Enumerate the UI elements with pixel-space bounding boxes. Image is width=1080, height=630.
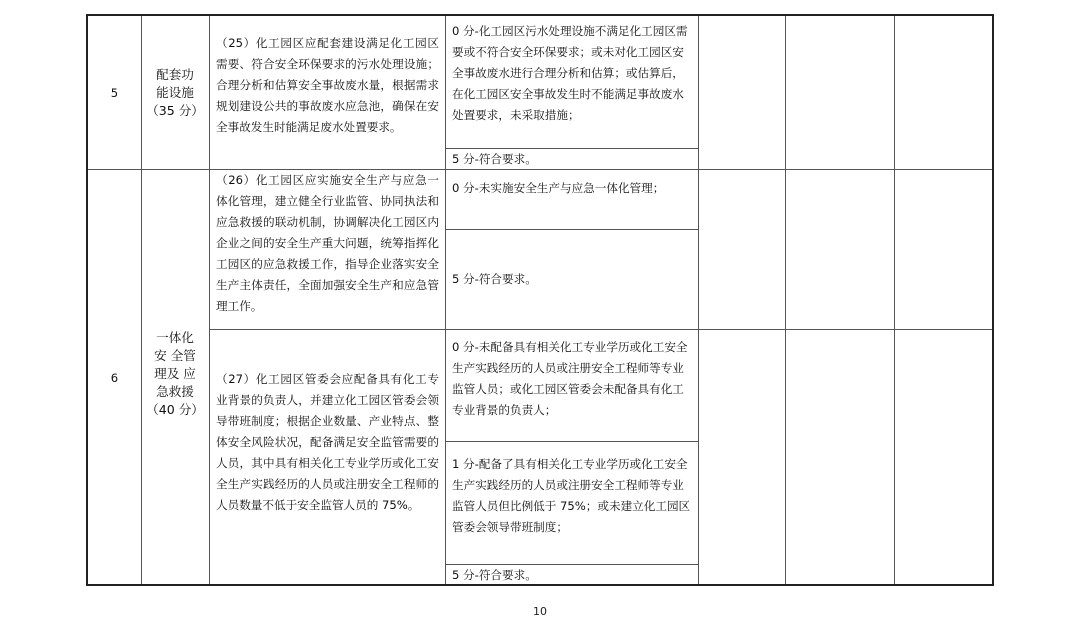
row-number: 6 xyxy=(110,371,119,385)
category-line: 急救援 xyxy=(156,384,194,399)
row-number: 5 xyxy=(110,86,119,100)
row-divider xyxy=(209,329,992,330)
criteria-cell: 1 分-配备了具有相关化工专业学历或化工安全生产实践经历的人员或注册安全工程师等专业监管人员但比例低于 75%；或未建立化工园区管委会领导带班制度； xyxy=(452,457,691,534)
category-line: 一体化 xyxy=(156,330,194,345)
category-line: 安 全管 xyxy=(154,348,196,363)
column-divider xyxy=(785,16,786,584)
category-line: （40 分） xyxy=(146,402,204,417)
category-cell xyxy=(141,329,209,419)
category-line: 理及 应 xyxy=(154,366,196,381)
requirement-cell: （27）化工园区管委会应配备具有化工专业背景的负责人，并建立化工园区管委会领导带班制度；根据企业数量、产业特点、整体安全风险状况，配备满足安全监管需要的人员，其中具有相关化工专业学历或化工安全生产实践经历的人员或注册安全工程师的人员数量不低于安全监管人员的 75%。 xyxy=(216,372,439,512)
criteria-cell: 5 分-符合要求。 xyxy=(452,272,537,286)
criteria-cell: 5 分-符合要求。 xyxy=(452,568,537,582)
requirement-cell: （25）化工园区应配套建设满足化工园区需要、符合安全环保要求的污水处理设施；合理分析和估算安全事故废水量，根据需求规划建设公共的事故废水应急池，确保在安全事故发生时能满足废水处置要求。 xyxy=(216,36,439,134)
category-line: 配套功 xyxy=(156,67,194,82)
assessment-table xyxy=(86,14,994,586)
criteria-cell: 0 分-未配备具有相关化工专业学历或化工安全生产实践经历的人员或注册安全工程师等专业监管人员；或化工园区管委会未配备具有化工专业背景的负责人； xyxy=(452,340,688,417)
criteria-cell: 5 分-符合要求。 xyxy=(452,152,537,166)
category-line: （35 分） xyxy=(146,103,204,118)
criteria-cell: 0 分-未实施安全生产与应急一体化管理； xyxy=(452,181,665,195)
row-divider xyxy=(445,441,698,442)
row-divider xyxy=(445,229,698,230)
category-line: 能设施 xyxy=(156,85,194,100)
category-cell xyxy=(141,66,209,120)
requirement-cell: （26）化工园区应实施安全生产与应急一体化管理，建立健全行业监管、协同执法和应急救援的联动机制，协调解决化工园区内企业之间的安全生产重大问题，统筹指挥化工园区的应急救援工作，指导企业落实安全生产主体责任，全面加强安全生产和应急管理工作。 xyxy=(216,173,439,313)
criteria-cell: 0 分-化工园区污水处理设施不满足化工园区需要或不符合安全环保要求；或未对化工园区安全事故废水进行合理分析和估算；或估算后，在化工园区安全事故发生时不能满足事故废水处置要求，未采取措施； xyxy=(452,24,688,122)
page-number: 10 xyxy=(533,605,547,618)
column-divider xyxy=(698,16,699,584)
column-divider xyxy=(894,16,895,584)
